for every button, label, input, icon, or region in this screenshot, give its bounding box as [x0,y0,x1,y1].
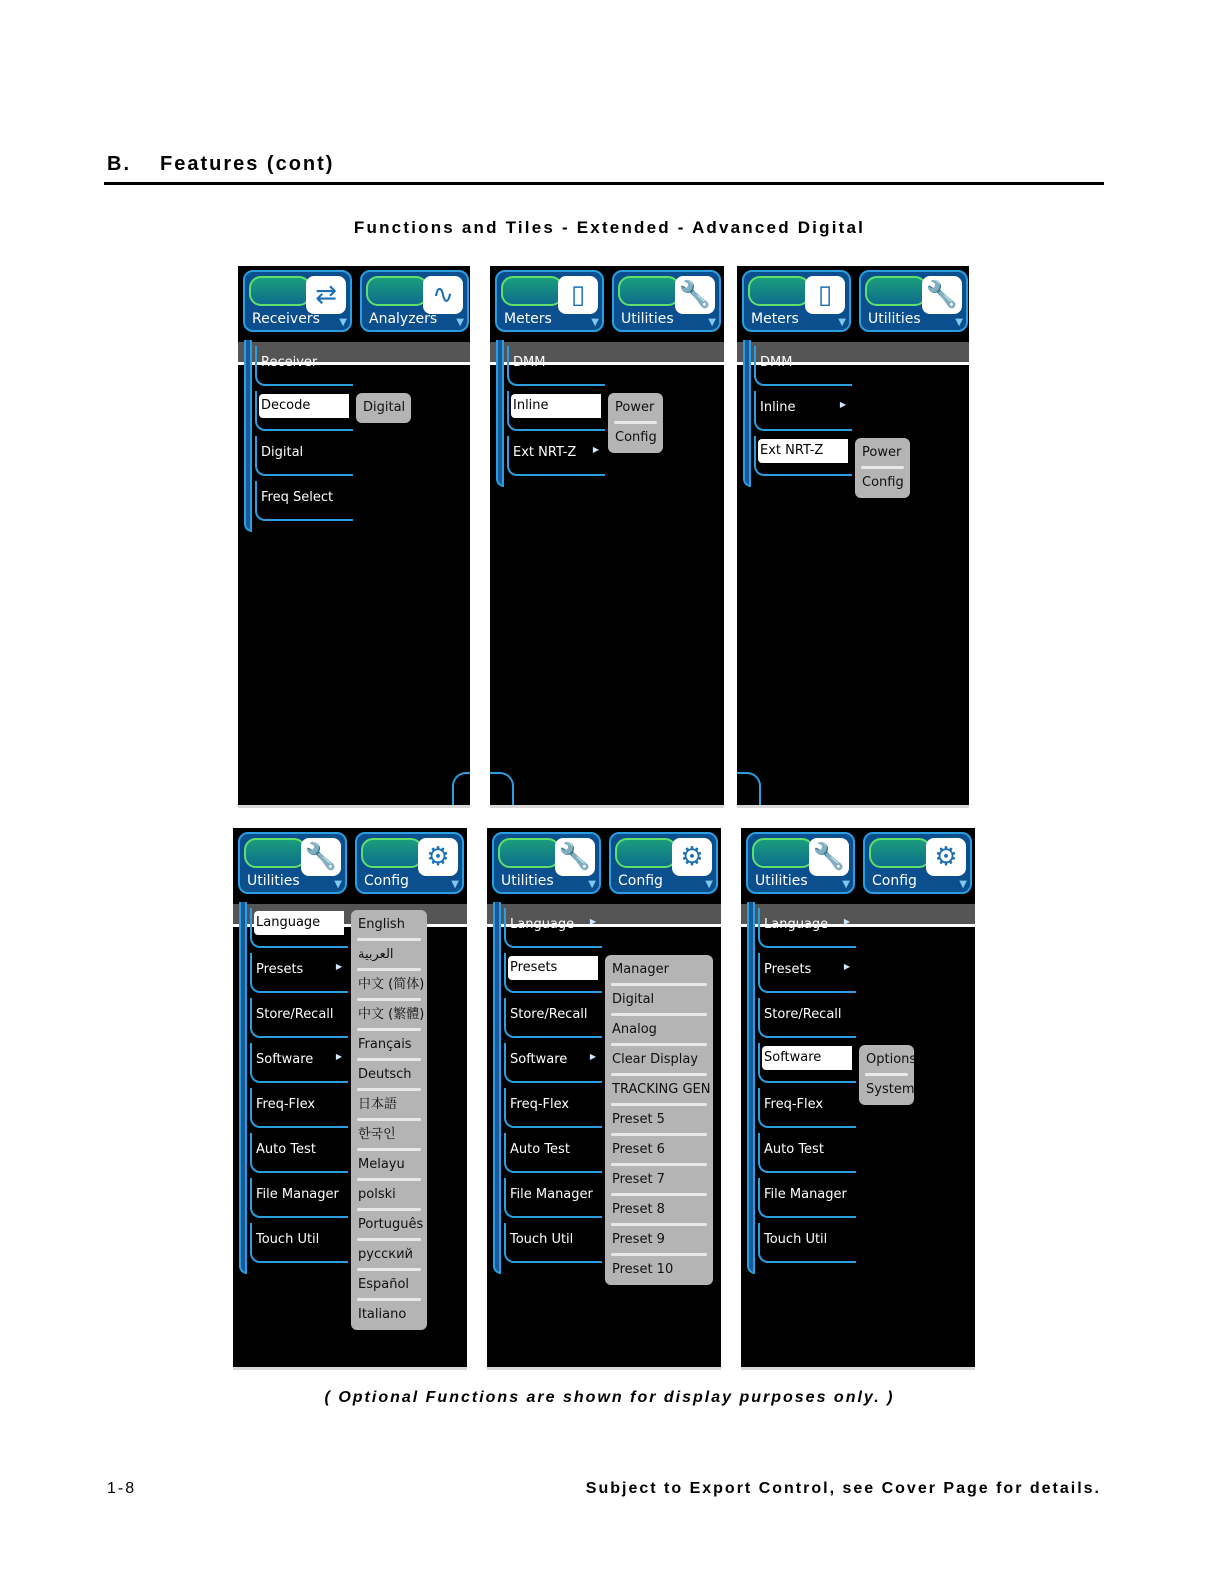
receivers-icon: ⇄ [306,276,346,314]
menu-item-label: Freq-Flex [510,1097,570,1112]
menu-item-label: Inline [760,400,796,415]
wrench-icon: 🔧 [809,838,849,876]
menu-item-label: Touch Util [764,1232,828,1247]
menu-item-label: Language [254,911,344,935]
menu-item-inline[interactable] [507,391,605,431]
screen-bottom-edge [487,1367,721,1370]
submenu-option[interactable]: 中文 (繁體) [351,1000,427,1030]
tile-label: Receivers [252,311,320,327]
submenu-option[interactable]: TRACKING GEN [605,1075,713,1105]
menu-rail [496,340,504,487]
menu-item-software[interactable] [504,1043,602,1083]
tile-label: Utilities [621,311,674,327]
figure-caption: ( Optional Functions are shown for display purposes only. ) [324,1389,895,1406]
submenu-option[interactable]: Français [351,1030,427,1060]
screen-bottom-edge [238,805,470,808]
menu-item-presets[interactable] [758,953,856,993]
menu-item-label: DMM [513,355,546,370]
tile-label: Meters [504,311,552,327]
submenu-option[interactable]: Deutsch [351,1060,427,1090]
menu-item-file-manager[interactable] [504,1178,602,1218]
tile-highlight-bar [865,276,927,306]
tile-label: Utilities [247,873,300,889]
function-tile-utilities[interactable] [238,832,347,894]
submenu-arrow-icon: ▶ [335,1052,342,1061]
menu-item-digital[interactable] [255,436,353,476]
tile-label: Meters [751,311,799,327]
submenu-option[interactable]: Config [855,468,910,498]
function-tile-meters[interactable] [495,270,604,332]
figure-title: Functions and Tiles - Extended - Advanced Digital [353,218,866,237]
menu-item-presets[interactable] [250,953,348,993]
menu-item-inline[interactable] [754,391,852,431]
tile-label: Utilities [501,873,554,889]
submenu-option[interactable]: Digital [605,985,713,1015]
menu-item-label: Touch Util [256,1232,320,1247]
menu-item-label: Inline [511,394,601,418]
tile-highlight-bar [366,276,428,306]
menu-item-label: DMM [760,355,793,370]
tile-highlight-bar [618,276,680,306]
gear-icon: ⚙ [418,838,458,876]
menu-item-label: File Manager [256,1187,339,1202]
menu-rail [239,902,247,1274]
submenu-arrow-icon: ▶ [335,962,342,971]
menu-item-label: Presets [508,956,598,980]
function-tile-config[interactable] [355,832,464,894]
submenu-arrow-icon: ▶ [843,917,850,926]
tile-highlight-bar [498,838,560,868]
gear-icon: ⚙ [672,838,712,876]
menu-item-store-recall[interactable] [504,998,602,1038]
function-tile-meters[interactable] [742,270,851,332]
menu-item-freq-flex[interactable] [250,1088,348,1128]
menu-item-file-manager[interactable] [758,1178,856,1218]
menu-item-label: Digital [261,445,304,460]
submenu-option[interactable]: English [358,917,405,932]
submenu-popup [855,438,910,498]
screen-bottom-edge [233,1367,467,1370]
tile-highlight-bar [615,838,677,868]
function-tile-utilities[interactable] [859,270,968,332]
submenu-arrow-icon: ▶ [592,445,599,454]
submenu-popup [356,393,411,423]
submenu-option[interactable]: Power [615,400,655,415]
tile-highlight-bar [249,276,311,306]
menu-item-label: File Manager [764,1187,847,1202]
submenu-option[interactable]: Preset 8 [605,1195,713,1225]
tile-highlight-bar [361,838,423,868]
menu-item-label: Freq-Flex [256,1097,316,1112]
menu-item-label: Ext NRT-Z [513,445,577,460]
tile-highlight-bar [869,838,931,868]
tile-highlight-bar [752,838,814,868]
corner-tab-handle[interactable] [490,772,514,808]
menu-item-ext-nrt-z[interactable] [754,436,852,476]
chevron-down-icon: ▼ [451,879,459,890]
menu-item-software[interactable] [758,1043,856,1083]
submenu-popup [859,1045,917,1105]
submenu-option[interactable]: 中文 (简体) [351,970,427,1000]
section-title: Features (cont) [160,153,335,175]
submenu-option[interactable]: Manager [612,962,669,977]
menu-item-label: Store/Recall [510,1007,588,1022]
wrench-icon: 🔧 [555,838,595,876]
menu-item-freq-flex[interactable] [504,1088,602,1128]
submenu-option[interactable]: Preset 9 [605,1225,713,1255]
submenu-arrow-icon: ▶ [589,1052,596,1061]
submenu-option[interactable]: русский [351,1240,427,1270]
menu-item-receiver[interactable] [255,346,353,386]
function-tile-config[interactable] [863,832,972,894]
submenu-option[interactable]: Preset 6 [605,1135,713,1165]
submenu-option[interactable]: Melayu [351,1150,427,1180]
menu-item-label: Presets [764,962,812,977]
section-letter: B. [107,153,131,175]
tile-label: Analyzers [369,311,438,327]
menu-item-auto-test[interactable] [250,1133,348,1173]
submenu-option[interactable]: Preset 5 [605,1105,713,1135]
page-number: 1-8 [107,1480,137,1497]
footer-note: Subject to Export Control, see Cover Page for details. [585,1480,1101,1497]
submenu-arrow-icon: ▶ [589,917,596,926]
chevron-down-icon: ▼ [334,879,342,890]
chevron-down-icon: ▼ [588,879,596,890]
menu-item-label: File Manager [510,1187,593,1202]
submenu-option[interactable]: Italiano [351,1300,427,1330]
menu-item-label: Receiver [261,355,318,370]
menu-item-label: Language [764,917,829,932]
submenu-option[interactable]: Clear Display [605,1045,713,1075]
screen-bottom-edge [490,805,724,808]
submenu-option[interactable]: العربية [351,940,427,970]
menu-item-label: Auto Test [510,1142,570,1157]
function-tile-receivers[interactable] [243,270,352,332]
menu-item-presets[interactable] [504,953,602,993]
tile-highlight-bar [748,276,810,306]
menu-item-label: Software [256,1052,314,1067]
tile-label: Utilities [868,311,921,327]
menu-item-label: Freq Select [261,490,334,505]
menu-item-language[interactable] [504,908,602,948]
submenu-option[interactable]: Preset 7 [605,1165,713,1195]
menu-item-label: Presets [256,962,304,977]
submenu-option[interactable]: polski [351,1180,427,1210]
menu-item-language[interactable] [758,908,856,948]
menu-item-auto-test[interactable] [758,1133,856,1173]
submenu-option[interactable]: System [859,1075,914,1105]
tile-highlight-bar [244,838,306,868]
submenu-arrow-icon: ▶ [843,962,850,971]
function-tile-utilities[interactable] [612,270,721,332]
menu-item-software[interactable] [250,1043,348,1083]
menu-item-touch-util[interactable] [758,1223,856,1263]
wrench-icon: 🔧 [922,276,962,314]
wrench-icon: 🔧 [301,838,341,876]
menu-item-decode[interactable] [255,391,353,431]
menu-item-label: Freq-Flex [764,1097,824,1112]
tile-highlight-bar [501,276,563,306]
menu-rail [743,340,751,487]
submenu-option[interactable]: Power [862,445,902,460]
menu-rail [493,902,501,1274]
tile-label: Utilities [755,873,808,889]
menu-item-touch-util[interactable] [250,1223,348,1263]
device-screen [487,828,721,1370]
header-rule [104,182,1104,185]
meter-icon: ▯ [558,276,598,314]
screen-bottom-edge [737,805,969,808]
menu-item-freq-flex[interactable] [758,1088,856,1128]
menu-item-label: Touch Util [510,1232,574,1247]
submenu-option[interactable]: Options [866,1052,917,1067]
submenu-option[interactable]: 한국인 [351,1120,427,1150]
menu-item-dmm[interactable] [507,346,605,386]
submenu-option[interactable]: Preset 10 [605,1255,713,1285]
chevron-down-icon: ▼ [339,317,347,328]
wrench-icon: 🔧 [675,276,715,314]
menu-item-label: Language [510,917,575,932]
menu-item-label: Auto Test [256,1142,316,1157]
menu-item-label: Software [510,1052,568,1067]
submenu-option[interactable]: Español [351,1270,427,1300]
chevron-down-icon: ▼ [456,317,464,328]
menu-item-ext-nrt-z[interactable] [507,436,605,476]
tile-label: Config [618,873,663,889]
corner-tab-handle[interactable] [737,772,761,808]
tile-label: Config [872,873,917,889]
menu-item-store-recall[interactable] [758,998,856,1038]
menu-item-label: Software [762,1046,852,1070]
menu-rail [747,902,755,1274]
menu-item-dmm[interactable] [754,346,852,386]
menu-item-touch-util[interactable] [504,1223,602,1263]
submenu-option[interactable]: Analog [605,1015,713,1045]
submenu-popup [351,910,427,1330]
device-screen [238,266,470,808]
function-tile-utilities[interactable] [492,832,601,894]
function-tile-config[interactable] [609,832,718,894]
menu-item-label: Ext NRT-Z [758,439,848,463]
menu-item-auto-test[interactable] [504,1133,602,1173]
chevron-down-icon: ▼ [591,317,599,328]
menu-item-freq-select[interactable] [255,481,353,521]
submenu-arrow-icon: ▶ [839,400,846,409]
submenu-popup [608,393,663,453]
chevron-down-icon: ▼ [838,317,846,328]
submenu-popup [605,955,713,1285]
menu-item-label: Store/Recall [764,1007,842,1022]
menu-item-store-recall[interactable] [250,998,348,1038]
submenu-option[interactable]: Config [608,423,663,453]
corner-tab-handle[interactable] [452,772,470,808]
chevron-down-icon: ▼ [955,317,963,328]
device-screen [490,266,724,808]
meter-icon: ▯ [805,276,845,314]
chevron-down-icon: ▼ [708,317,716,328]
menu-item-language[interactable] [250,908,348,948]
chevron-down-icon: ▼ [842,879,850,890]
chevron-down-icon: ▼ [959,879,967,890]
menu-item-label: Store/Recall [256,1007,334,1022]
submenu-option[interactable]: Português [351,1210,427,1240]
menu-item-file-manager[interactable] [250,1178,348,1218]
function-tile-utilities[interactable] [746,832,855,894]
device-screen [233,828,467,1370]
menu-item-label: Decode [259,394,349,418]
analyzer-icon: ∿ [423,276,463,314]
tile-label: Config [364,873,409,889]
menu-rail [244,340,252,532]
device-screen [737,266,969,808]
menu-item-label: Auto Test [764,1142,824,1157]
function-tile-analyzers[interactable] [360,270,469,332]
submenu-option[interactable]: 日本語 [351,1090,427,1120]
chevron-down-icon: ▼ [705,879,713,890]
submenu-option[interactable]: Digital [363,400,406,415]
device-screen [741,828,975,1370]
screen-bottom-edge [741,1367,975,1370]
section-heading [107,153,334,176]
gear-icon: ⚙ [926,838,966,876]
